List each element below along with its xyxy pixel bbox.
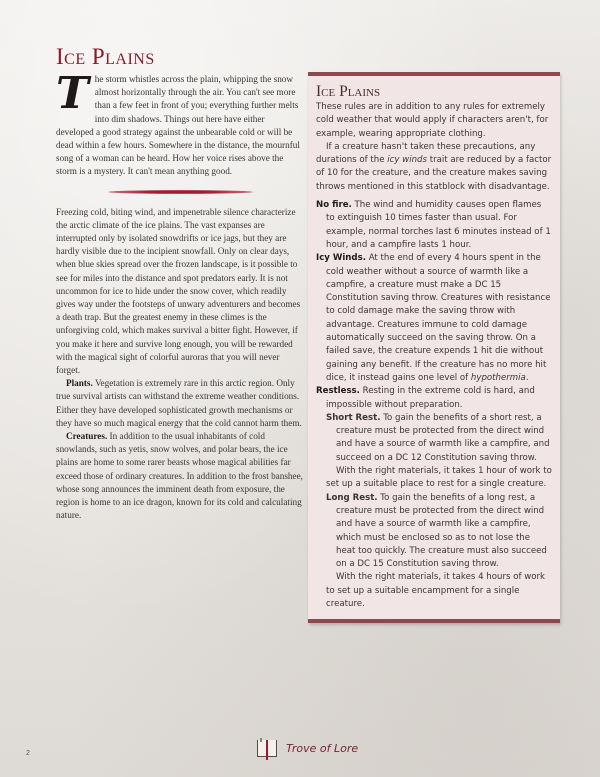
intro-text: he storm whistles across the plain, whipping the snow almost horizontally through the air. You can't see more than a few feet in front of you; everything further melts into dim shadows. Things out here have either developed a good strategy against the unbearable cold or will be dead within a few hours. Somewhere in the distance, the mournful song of a woman can be heard. How her voice rises above the storm is a mystery. It can't mean anything good.	[56, 74, 300, 177]
page-title: Ice Plains	[56, 44, 155, 69]
plants-text: Vegetation is extremely rare in this arctic region. Only true survival artists can withstand the extreme weather conditions. Either they have developed sophisticated growth mechanisms or they have so much magical energy that the cold cannot harm them.	[56, 378, 302, 428]
rule-text: The wind and humidity causes open flames to extinguish 10 times faster than usual. For example, normal torches last 6 minutes instead of 1 hour, and a campfire lasts 1 hour.	[326, 200, 551, 250]
plants-label: Plants.	[66, 378, 93, 389]
rule-label: Long Rest.	[326, 492, 378, 503]
creatures-label: Creatures.	[66, 431, 108, 442]
rule-text: At the end of every 4 hours spent in the cold weather without a source of warmth like a campfire, a creature must make a DC 15 Constitution saving throw. Creatures with resistance to cold damage make the saving throw with advantage. Creatures immune to cold damage automatically succeed on the saving throw. On a failed save, the creature expends 1 hit die without gaining any benefit. If the creature has no more hit dice, it instead gains one level of	[326, 253, 551, 383]
brand-name: Trove of Lore	[286, 741, 359, 755]
rules-list	[316, 199, 552, 611]
text: trait are reduced by a factor of 10 for the creature, and the creature makes saving throws mentioned in this statblock with disadvantage.	[316, 155, 552, 192]
rule-short-rest	[326, 412, 552, 465]
section-divider	[108, 190, 253, 194]
rule-long-rest-continued: With the right materials, it takes 4 hours of work to set up a suitable encampment for a single creature.	[326, 572, 546, 609]
rule-label: No fire.	[316, 200, 352, 211]
sidebar-precautions	[316, 141, 552, 194]
rule-label: Short Rest.	[326, 412, 381, 423]
rule-text: To gain the benefits of a long rest, a creature must be protected from the direct wind and have a source of warmth like a campfire, which must be enclosed so as to not lose the heat too quickly. The creature must also succeed on a DC 15 Constitution saving throw.	[336, 492, 547, 570]
rules-sidebar-box	[308, 72, 560, 623]
rule-short-rest-continued: With the right materials, it takes 1 hour of work to set up a suitable place to rest for a single creature.	[326, 466, 552, 490]
rule-icy-winds	[316, 252, 552, 385]
rule-no-fire	[316, 199, 552, 252]
rule-text: To gain the benefits of a short rest, a creature must be protected from the direct wind and have a source of warmth like a campfire, and succeed on a DC 12 Constitution saving throw.	[336, 412, 550, 463]
rule-restless	[316, 385, 552, 412]
creatures-paragraph	[56, 430, 304, 522]
plants-paragraph	[56, 377, 304, 430]
rule-label: Restless.	[316, 386, 360, 397]
rule-label: Icy Winds.	[316, 253, 366, 264]
drop-cap: T	[56, 68, 89, 119]
creatures-text: In addition to the usual inhabitants of cold snowlands, such as yetis, snow wolves, and polar bears, the ice plains are home to some rarer beasts whose magical abilities far exceed those of ordinary creatures. In addition to the frost banshee, whose song announces the imminent death from exposure, the region is home to an ice dragon, known for its cold and calculating nature.	[56, 431, 303, 521]
rule-long-rest	[326, 492, 552, 572]
page-number: 2	[26, 750, 30, 757]
hypothermia-ref: hypothermia	[470, 372, 526, 383]
sidebar-title: Ice Plains	[316, 83, 381, 100]
text: If a creature hasn't taken these precautions, any durations of the	[316, 141, 536, 166]
sidebar-intro: These rules are in addition to any rules for extremely cold weather that would apply if characters aren't, for example, wearing appropriate clothing.	[316, 102, 549, 139]
rule-text: .	[525, 372, 529, 383]
footer-brand	[256, 738, 358, 758]
body-paragraph: Freezing cold, biting wind, and impenetrable silence characterize the arctic climate of the ice plains. The vast expanses are interrupted only by isolated snowdrifts or ice jags, but they are hardly visible due to the incipient snowfall. Only on clear days, when blue skies spread over the frozen landscape, is it possible to see for miles into the distance and spot predators early. It is not uncommon for ice to hide under the snow cover, which readily gives way under the footsteps of unwary adventurers and becomes a death trap. But the greatest enemy in these climes is the unforgiving cold, which makes survival a bitter fight. However, if you make it here and survive long enough, you will be rewarded with the magical sight of colorful auroras that you will never forget.	[56, 206, 301, 376]
book-icon	[256, 738, 278, 758]
icy-winds-ref: icy winds	[387, 155, 427, 166]
main-column	[56, 68, 304, 523]
intro-flavor-text	[56, 68, 304, 179]
rule-text: Resting in the extreme cold is hard, and impossible without preparation.	[326, 386, 535, 410]
